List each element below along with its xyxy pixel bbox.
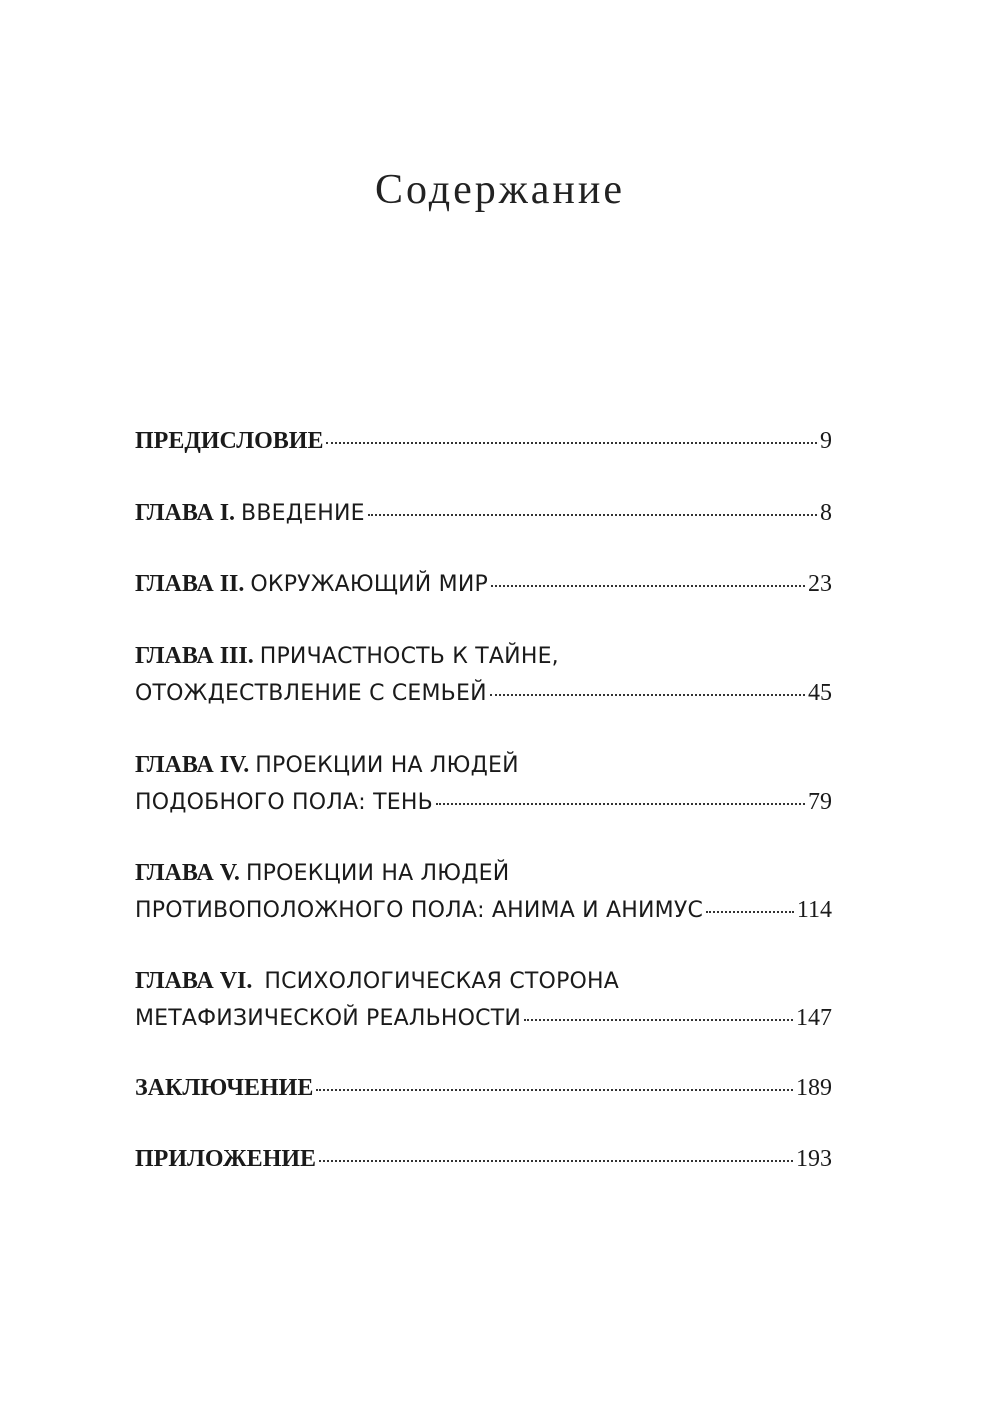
toc-label: ГЛАВА V. [135, 860, 240, 886]
dot-leader [368, 513, 817, 516]
toc-line [135, 566, 832, 603]
toc-label: ГЛАВА I. [135, 500, 236, 526]
toc-line [135, 495, 832, 532]
toc-title-continued: ПОДОБНОГО ПОЛА: ТЕНЬ [135, 790, 433, 815]
toc-title-continued: МЕТАФИЗИЧЕСКОЙ РЕАЛЬНОСТИ [135, 1006, 522, 1031]
toc-label: ГЛАВА IV. [135, 752, 250, 778]
dot-leader [706, 910, 794, 913]
toc-title: ВВЕДЕНИЕ [241, 501, 365, 526]
toc-line-second [135, 892, 832, 929]
toc-title: ПРИЧАСТНОСТЬ К ТАЙНЕ, [259, 644, 559, 669]
page-number: 8 [820, 500, 832, 526]
toc-label: ПРИЛОЖЕНИЕ [135, 1146, 317, 1172]
toc-title: ПРОЕКЦИИ НА ЛЮДЕЙ [255, 753, 519, 778]
dot-leader [326, 441, 817, 444]
toc-line-second [135, 675, 832, 712]
toc-label: ЗАКЛЮЧЕНИЕ [135, 1075, 314, 1101]
toc-entry-chapter-2[interactable] [135, 566, 832, 603]
toc-line [135, 423, 832, 459]
toc-label: ГЛАВА III. [135, 643, 254, 669]
toc-title: ПСИХОЛОГИЧЕСКАЯ СТОРОНА [264, 969, 620, 994]
toc-title: ОКРУЖАЮЩИЙ МИР [250, 572, 488, 597]
toc-entry-chapter-5[interactable] [135, 855, 832, 929]
toc-entry-chapter-3[interactable] [135, 638, 832, 712]
toc-line-first [135, 855, 832, 892]
toc-label: ГЛАВА II. [135, 571, 245, 597]
page-number: 147 [796, 1005, 832, 1031]
page-number: 189 [796, 1075, 832, 1101]
toc-line-first [135, 638, 832, 675]
toc-title: ПРОЕКЦИИ НА ЛЮДЕЙ [245, 861, 510, 886]
toc-line-second [135, 1000, 832, 1037]
toc-entry-chapter-1[interactable] [135, 495, 832, 532]
toc-title-continued: ПРОТИВОПОЛОЖНОГО ПОЛА: АНИМА И АНИМУС [135, 898, 704, 923]
dot-leader [490, 693, 805, 696]
toc-label: ГЛАВА VI. [135, 968, 253, 994]
page-number: 45 [808, 680, 832, 706]
toc-entry-conclusion[interactable] [135, 1070, 832, 1106]
toc-line-first [135, 963, 832, 1000]
toc-entry-chapter-4[interactable] [135, 747, 832, 821]
dot-leader [319, 1159, 793, 1162]
page-number: 114 [796, 897, 832, 923]
toc-line [135, 1070, 832, 1106]
toc-line-second [135, 784, 832, 821]
toc-line [135, 1141, 832, 1177]
toc-title-continued: ОТОЖДЕСТВЛЕНИЕ С СЕМЬЕЙ [135, 681, 487, 706]
page-number: 79 [808, 789, 832, 815]
page-number: 193 [796, 1146, 832, 1172]
page-number: 23 [808, 571, 832, 597]
dot-leader [491, 584, 805, 587]
table-of-contents [135, 423, 832, 1177]
toc-entry-appendix[interactable] [135, 1141, 832, 1177]
toc-label: ПРЕДИСЛОВИЕ [135, 428, 324, 454]
toc-line-first [135, 747, 832, 784]
page-title: Содержание [374, 167, 626, 214]
dot-leader [524, 1018, 793, 1021]
toc-entry-chapter-6[interactable] [135, 963, 832, 1037]
dot-leader [436, 802, 805, 805]
page-number: 9 [820, 428, 832, 454]
toc-entry-preface[interactable] [135, 423, 832, 459]
dot-leader [316, 1088, 793, 1091]
